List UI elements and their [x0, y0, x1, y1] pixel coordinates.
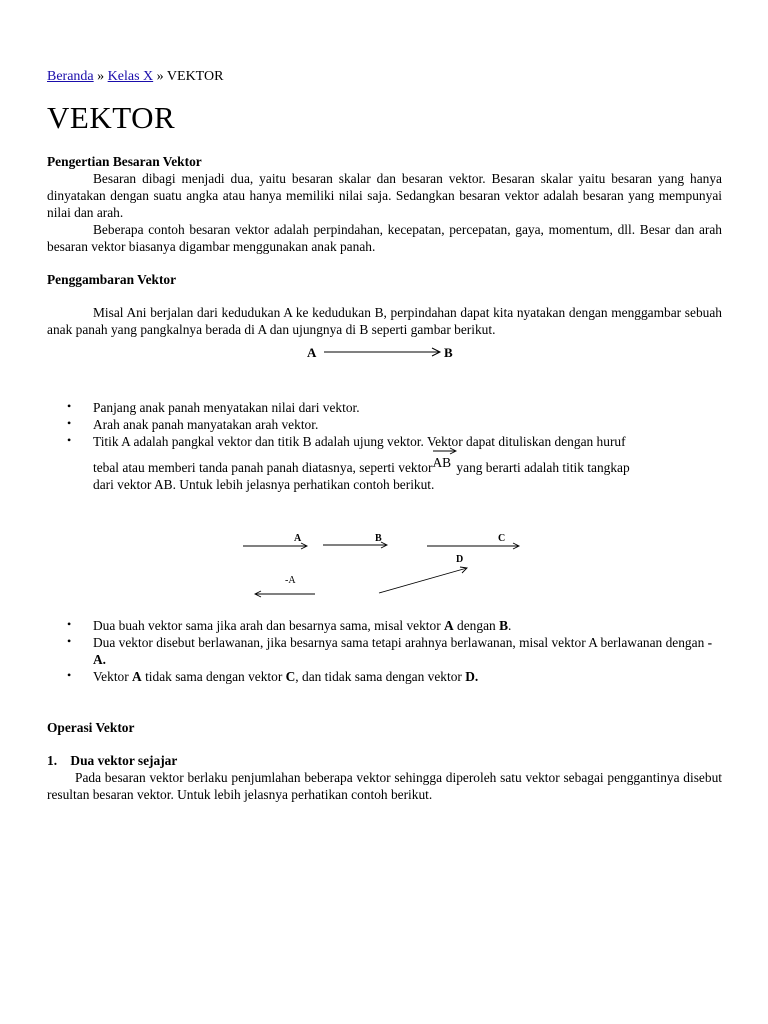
breadcrumb-home-link[interactable]: Beranda [47, 69, 94, 84]
section-operasi [47, 719, 722, 736]
list-item-text: Dua buah vektor sama jika arah dan besarnya sama, misal vektor [93, 618, 445, 633]
breadcrumb-current: VEKTOR [166, 69, 224, 84]
list-item: • Arah anak panah manyatakan arah vektor. [47, 416, 722, 433]
section-operasi-body [47, 752, 722, 803]
vector-neg-a-label: -A [285, 575, 296, 586]
section-heading: Penggambaran Vektor [47, 272, 177, 287]
vector-a-label: A [294, 533, 302, 544]
point-a-label: A [307, 345, 317, 360]
list-item [47, 617, 722, 634]
breadcrumb-separator: » [93, 69, 108, 84]
vector-d-line [379, 568, 467, 593]
bold-vector-c: C [285, 669, 296, 684]
list-item-line: • Titik A adalah pangkal vektor dan titik B adalah ujung vektor. Vektor dapat dituliskan dengan huruf [93, 434, 626, 449]
list-item [47, 634, 722, 668]
bold-vector-b: B [499, 618, 508, 633]
section-penggambaran-heading [47, 271, 722, 288]
breadcrumb [47, 69, 223, 85]
vector-c-label: C [498, 533, 506, 544]
vector-comparison-figure [237, 527, 577, 599]
list-item: • Panjang anak panah menyatakan nilai dari vektor. [47, 399, 722, 416]
list-item-text: yang berarti adalah titik tangkap [453, 460, 630, 475]
overhead-arrow-icon [432, 447, 458, 455]
list-item-text: Vektor [93, 669, 133, 684]
paragraph: Misal Ani berjalan dari kedudukan A ke kedudukan B, perpindahan dapat kita nyatakan dengan menggambar sebuah anak panah yang pangkalnya berada di A dan ujungnya di B seperti gambar berikut. [47, 305, 722, 337]
list-item-text: Dua vektor disebut berlawanan, jika besarnya sama tetapi arahnya berlawanan, misal vektor A berlawanan dengan [93, 635, 708, 650]
breadcrumb-kelas-link[interactable]: Kelas X [107, 69, 154, 84]
subsection-heading: 1. Dua vektor sejajar [47, 753, 178, 768]
list-item-text: . [508, 618, 512, 633]
vector-label: AB [432, 455, 452, 470]
point-b-label: B [444, 345, 453, 360]
breadcrumb-separator: » [153, 69, 167, 84]
bold-vector-neg-a: -A. [93, 635, 713, 667]
paragraph: Beberapa contoh besaran vektor adalah perpindahan, kecepatan, percepatan, gaya, momentum, dll. Besar dan arah besaran vektor biasanya digambar menggunakan anak panah. [47, 222, 722, 254]
list-item [47, 433, 722, 493]
bold-vector-d: D. [465, 669, 479, 684]
list-item-line: dari vektor AB. Untuk lebih jelasnya perhatikan contoh berikut. [93, 477, 435, 492]
bullet-list-1 [47, 399, 722, 493]
list-item-text: tebal atau memberi tanda panah panah diatasnya, seperti vektor [93, 460, 433, 475]
page-title: VEKTOR [47, 100, 176, 135]
vector-ab-figure [260, 342, 460, 364]
paragraph: Pada besaran vektor berlaku penjumlahan beberapa vektor sehingga diperoleh satu vektor sebagai penggantinya disebut resultan besaran vektor. Untuk lebih jelasnya perhatikan contoh berikut. [47, 770, 722, 802]
vector-d-label: D [456, 554, 464, 565]
list-item-text: tidak sama dengan vektor [141, 669, 286, 684]
section-penggambaran-paragraph [47, 304, 722, 338]
bullet-list-2 [47, 617, 722, 685]
vector-b-label: B [375, 533, 382, 544]
section-heading: Pengertian Besaran Vektor [47, 154, 202, 169]
bold-vector-a: A [132, 669, 142, 684]
section-pengertian [47, 153, 722, 255]
list-item-text: , dan tidak sama dengan vektor [295, 669, 466, 684]
bold-vector-a: A [444, 618, 454, 633]
list-item-text: dengan [453, 618, 500, 633]
list-item [47, 668, 722, 685]
vector-ab-notation [432, 454, 451, 471]
section-heading: Operasi Vektor [47, 720, 135, 735]
list-item-line [93, 455, 722, 476]
paragraph: Besaran dibagi menjadi dua, yaitu besaran skalar dan besaran vektor. Besaran skalar yaitu besaran yang hanya dinyatakan dengan suatu angka atau hanya memiliki nilai saja. Sedangkan besaran vektor adalah besaran yang mempunyai nilai dan arah. [47, 171, 722, 220]
